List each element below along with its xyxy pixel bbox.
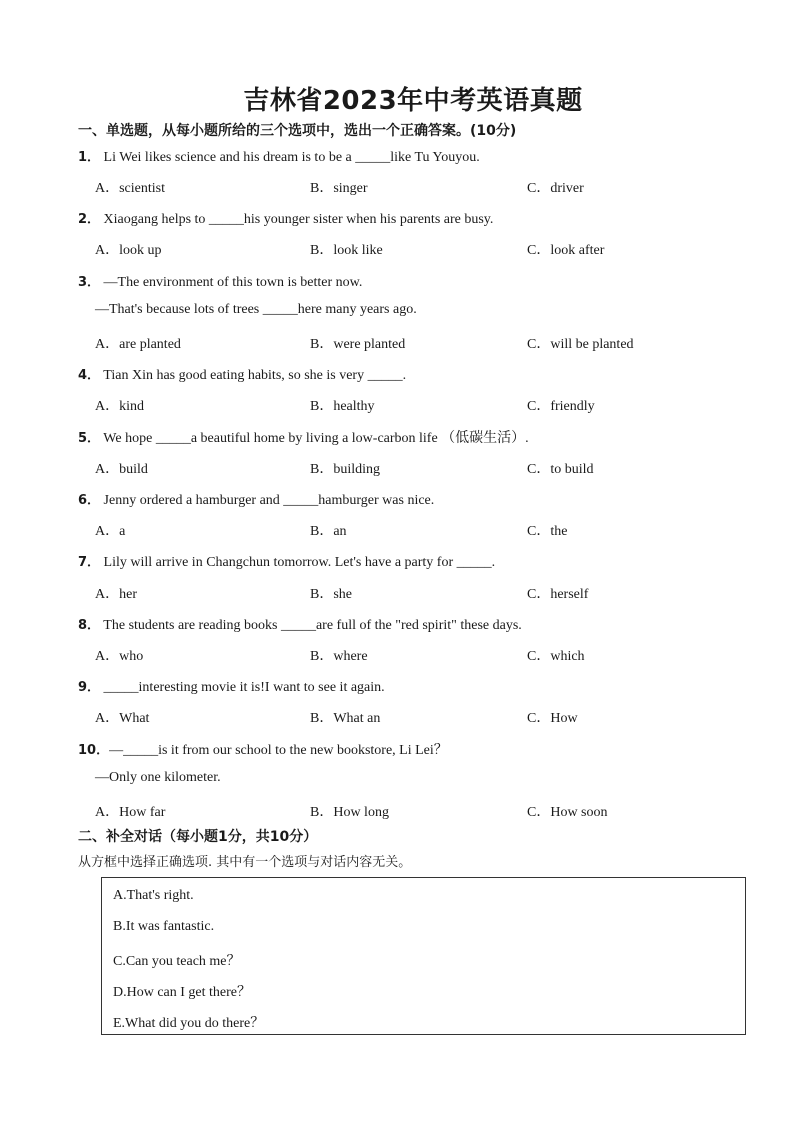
option-c: C．How soon [527, 805, 608, 820]
option-a: A．are planted [95, 337, 181, 352]
option-b: B．she [310, 587, 352, 602]
option-c: C．look after [527, 243, 605, 258]
question-8 [78, 614, 522, 634]
options-9 [95, 707, 715, 727]
question-number: 10． [78, 743, 110, 758]
options-6 [95, 520, 715, 540]
option-c: C．to build [527, 462, 594, 477]
question-text: Tian Xin has good eating habits, so she is very _____. [103, 368, 407, 383]
option-c: C．will be planted [527, 337, 634, 352]
options-10 [95, 801, 715, 821]
option-b: B．singer [310, 181, 368, 196]
question-4 [78, 364, 406, 384]
question-number: 8． [78, 618, 101, 633]
question-10 [78, 739, 448, 759]
option-c: C．driver [527, 181, 584, 196]
option-a: A．a [95, 524, 126, 539]
question-7 [78, 551, 495, 571]
option-b: B．How long [310, 805, 389, 820]
option-c: C．herself [527, 587, 589, 602]
option-b: B．healthy [310, 399, 375, 414]
box-item-c: C.Can you teach me？ [113, 954, 241, 969]
question-text: We hope _____a beautiful home by living a low-carbon life （低碳生活）. [103, 431, 529, 446]
question-text: The students are reading books _____are full of the "red spirit" these days. [103, 618, 522, 633]
question-text: Lily will arrive in Changchun tomorrow. Let's have a party for _____. [103, 555, 496, 570]
option-c: C．How [527, 711, 578, 726]
section2-heading: 二、补全对话（每小题1分，共10分） [78, 829, 318, 845]
question-text: —_____is it from our school to the new bookstore, Li Lei？ [109, 743, 448, 758]
options-box [101, 877, 746, 1035]
question-text: Jenny ordered a hamburger and _____hamburger was nice. [103, 493, 435, 508]
box-item-b: B.It was fantastic. [113, 919, 215, 934]
question-text: —The environment of this town is better now. [103, 275, 363, 290]
option-a: A．scientist [95, 181, 165, 196]
option-a: A．build [95, 462, 148, 477]
options-4 [95, 395, 715, 415]
question-6 [78, 489, 434, 509]
option-a: A．How far [95, 805, 166, 820]
option-c: C．friendly [527, 399, 595, 414]
question-1 [78, 146, 480, 166]
options-8 [95, 645, 715, 665]
options-2 [95, 239, 715, 259]
question-text: Li Wei likes science and his dream is to be a _____like Tu Youyou. [103, 150, 480, 165]
option-b: B．look like [310, 243, 383, 258]
option-c: C．the [527, 524, 568, 539]
option-b: B．an [310, 524, 347, 539]
section2-instruction: 从方框中选择正确选项. 其中有一个选项与对话内容无关。 [78, 855, 412, 870]
option-a: A．kind [95, 399, 144, 414]
question-text-line2: —That's because lots of trees _____here many years ago. [95, 302, 417, 317]
box-item-a: A.That's right. [113, 888, 194, 903]
question-number: 2． [78, 212, 101, 227]
option-b: B．where [310, 649, 368, 664]
options-7 [95, 583, 715, 603]
question-number: 7． [78, 555, 101, 570]
question-text: _____interesting movie it is!I want to see it again. [103, 680, 385, 695]
question-number: 1． [78, 150, 101, 165]
question-number: 3． [78, 275, 101, 290]
option-a: A．her [95, 587, 137, 602]
options-3 [95, 333, 715, 353]
question-text-line2: —Only one kilometer. [95, 770, 221, 785]
options-5 [95, 458, 715, 478]
question-number: 9． [78, 680, 101, 695]
question-number: 5． [78, 431, 101, 446]
question-2 [78, 208, 493, 228]
question-5 [78, 427, 529, 447]
option-c: C．which [527, 649, 585, 664]
options-1 [95, 177, 715, 197]
section1-heading: 一、单选题，从每小题所给的三个选项中，选出一个正确答案。(10分) [78, 123, 517, 139]
question-number: 4． [78, 368, 101, 383]
option-a: A．What [95, 711, 150, 726]
option-b: B．were planted [310, 337, 406, 352]
option-a: A．who [95, 649, 144, 664]
page-title: 吉林省2023年中考英语真题 [243, 86, 583, 116]
question-9 [78, 676, 385, 696]
option-a: A．look up [95, 243, 162, 258]
question-3 [78, 271, 362, 291]
option-b: B．building [310, 462, 381, 477]
box-item-d: D.How can I get there？ [113, 985, 252, 1000]
option-b: B．What an [310, 711, 381, 726]
question-text: Xiaogang helps to _____his younger sister when his parents are busy. [103, 212, 494, 227]
question-number: 6． [78, 493, 101, 508]
box-item-e: E.What did you do there？ [113, 1016, 265, 1031]
